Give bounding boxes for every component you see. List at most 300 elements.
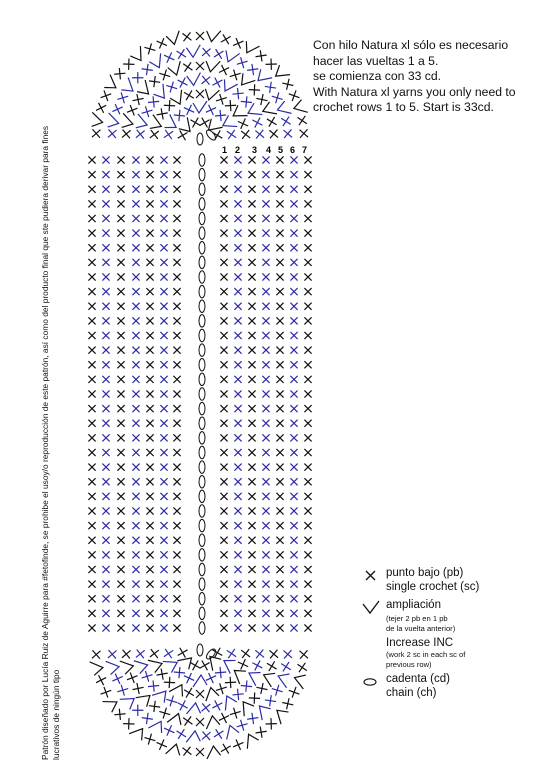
single-crochet-stitch (227, 130, 236, 139)
legend (362, 566, 542, 700)
single-crochet-stitch (234, 405, 241, 412)
single-crochet-stitch (234, 186, 241, 193)
single-crochet-stitch (146, 259, 153, 266)
single-crochet-stitch (127, 672, 138, 683)
single-crochet-stitch (146, 537, 153, 544)
single-crochet-stitch (173, 273, 180, 280)
single-crochet-stitch (282, 698, 293, 709)
chain-stitch (199, 563, 205, 575)
single-crochet-stitch (266, 59, 277, 70)
single-crochet-stitch (220, 566, 227, 573)
note-line: hacer las vueltas 1 a 5. (313, 53, 439, 68)
legend-item-ch (362, 672, 542, 700)
single-crochet-stitch (102, 434, 109, 441)
single-crochet-stitch (160, 610, 167, 617)
single-crochet-stitch (173, 347, 180, 354)
single-crochet-stitch (276, 186, 283, 193)
single-crochet-stitch (220, 186, 227, 193)
chain-stitch (199, 402, 205, 414)
single-crochet-stitch (220, 434, 227, 441)
single-crochet-stitch (262, 390, 269, 397)
single-crochet-stitch (117, 551, 124, 558)
single-crochet-stitch (159, 69, 170, 80)
single-crochet-stitch (230, 708, 241, 719)
single-crochet-stitch (102, 200, 109, 207)
single-crochet-stitch (202, 732, 211, 741)
single-crochet-stitch (304, 581, 311, 588)
single-crochet-stitch (234, 361, 241, 368)
single-crochet-stitch (160, 507, 167, 514)
single-crochet-stitch (304, 434, 311, 441)
single-crochet-stitch (276, 522, 283, 529)
single-crochet-stitch (220, 390, 227, 397)
single-crochet-stitch (234, 376, 241, 383)
increase-stitch (134, 114, 150, 131)
single-crochet-stitch (290, 332, 297, 339)
single-crochet-stitch (157, 108, 168, 119)
chain-stitch (197, 133, 203, 145)
chain-stitch (199, 622, 205, 634)
single-crochet-stitch (276, 390, 283, 397)
single-crochet-stitch (132, 551, 139, 558)
single-crochet-stitch (146, 376, 153, 383)
increase-stitch (222, 49, 239, 65)
single-crochet-stitch (276, 376, 283, 383)
single-crochet-stitch (173, 595, 180, 602)
single-crochet-stitch (282, 79, 293, 90)
single-crochet-stitch (304, 171, 311, 178)
single-crochet-stitch (256, 727, 267, 738)
single-crochet-stitch (212, 700, 222, 710)
chain-stitch (199, 432, 205, 444)
single-crochet-stitch (234, 522, 241, 529)
single-crochet-stitch (102, 464, 109, 471)
single-crochet-stitch (290, 288, 297, 295)
single-crochet-stitch (117, 317, 124, 324)
single-crochet-stitch (234, 551, 241, 558)
single-crochet-stitch (132, 200, 139, 207)
single-crochet-stitch (276, 288, 283, 295)
single-crochet-stitch (88, 434, 95, 441)
single-crochet-stitch (276, 493, 283, 500)
single-crochet-stitch (88, 376, 95, 383)
single-crochet-stitch (127, 105, 138, 116)
single-crochet-stitch (173, 420, 180, 427)
single-crochet-stitch (160, 376, 167, 383)
single-crochet-stitch (132, 610, 139, 617)
single-crochet-stitch (262, 332, 269, 339)
single-crochet-stitch (234, 434, 241, 441)
single-crochet-stitch (160, 186, 167, 193)
single-crochet-stitch (117, 215, 124, 222)
single-crochet-stitch (276, 171, 283, 178)
increase-stitch (292, 99, 308, 116)
single-crochet-stitch (206, 105, 216, 115)
single-crochet-stitch (290, 566, 297, 573)
chain-stitch (199, 198, 205, 210)
increase-stitch (106, 113, 121, 129)
single-crochet-stitch (146, 434, 153, 441)
increase-stitch (230, 666, 248, 684)
single-crochet-stitch (290, 347, 297, 354)
increase-stitch (203, 87, 219, 102)
single-crochet-stitch (160, 259, 167, 266)
single-crochet-stitch (160, 244, 167, 251)
single-crochet-stitch (146, 449, 153, 456)
single-crochet-stitch (146, 624, 153, 631)
single-crochet-stitch (234, 566, 241, 573)
single-crochet-stitch (220, 610, 227, 617)
single-crochet-stitch (173, 581, 180, 588)
single-crochet-stitch (173, 434, 180, 441)
single-crochet-stitch (146, 361, 153, 368)
increase-stitch (120, 658, 135, 675)
single-crochet-stitch (276, 303, 283, 310)
single-crochet-stitch (88, 156, 95, 163)
single-crochet-stitch (234, 610, 241, 617)
single-crochet-stitch (276, 434, 283, 441)
single-crochet-stitch (157, 38, 167, 48)
single-crochet-stitch (173, 303, 180, 310)
single-crochet-stitch (112, 104, 122, 114)
increase-stitch (148, 717, 166, 734)
row-number: 5 (278, 145, 284, 155)
single-crochet-stitch (262, 493, 269, 500)
single-crochet-stitch (117, 449, 124, 456)
copyright-line: Patrón diseñado por Lucía Ruiz de Aguirre para #fetofinde, se prohibe el usoy/o reproducción de este patrón, así como del producto final que ste pudiera derivar para fines (40, 125, 50, 760)
single-crochet-stitch (160, 171, 167, 178)
single-crochet-stitch (234, 420, 241, 427)
single-crochet-stitch (146, 405, 153, 412)
single-crochet-stitch (304, 259, 311, 266)
single-crochet-stitch (102, 566, 109, 573)
single-crochet-stitch (276, 595, 283, 602)
single-crochet-stitch (96, 675, 106, 685)
single-crochet-stitch (173, 361, 180, 368)
chain-stitch (199, 519, 205, 531)
single-crochet-stitch (290, 551, 297, 558)
single-crochet-stitch (132, 537, 139, 544)
single-crochet-stitch (265, 82, 276, 93)
single-crochet-stitch (184, 90, 194, 100)
single-crochet-stitch (290, 171, 297, 178)
single-crochet-stitch (234, 288, 241, 295)
single-crochet-stitch (117, 171, 124, 178)
single-crochet-stitch (290, 376, 297, 383)
single-crochet-stitch (149, 76, 160, 87)
single-crochet-stitch (114, 68, 125, 79)
legend-name: punto bajo (pb) (386, 567, 464, 579)
single-crochet-stitch (262, 171, 269, 178)
single-crochet-stitch (173, 376, 180, 383)
single-crochet-stitch (290, 464, 297, 471)
single-crochet-stitch (262, 347, 269, 354)
single-crochet-stitch (142, 106, 153, 117)
single-crochet-stitch (220, 376, 227, 383)
single-crochet-stitch (117, 273, 124, 280)
single-crochet-stitch (234, 303, 241, 310)
single-crochet-stitch (173, 493, 180, 500)
single-crochet-stitch (290, 522, 297, 529)
single-crochet-stitch (96, 103, 106, 113)
single-crochet-stitch (234, 537, 241, 544)
single-crochet-stitch (173, 478, 180, 485)
increase-stitch (275, 100, 291, 117)
single-crochet-stitch (166, 82, 177, 93)
row-number: 7 (302, 145, 308, 155)
single-crochet-stitch (173, 186, 180, 193)
single-crochet-stitch (248, 420, 255, 427)
single-crochet-stitch (232, 689, 243, 700)
single-crochet-stitch (276, 566, 283, 573)
single-crochet-stitch (132, 522, 139, 529)
legend-name-en: single crochet (sc) (386, 581, 480, 593)
single-crochet-stitch (262, 405, 269, 412)
single-crochet-stitch (220, 259, 227, 266)
single-crochet-stitch (234, 332, 241, 339)
single-crochet-stitch (160, 449, 167, 456)
single-crochet-stitch (220, 507, 227, 514)
chain-stitch (199, 359, 205, 371)
single-crochet-stitch (200, 118, 210, 128)
single-crochet-stitch (102, 595, 109, 602)
single-crochet-stitch (101, 90, 112, 101)
single-crochet-stitch (276, 273, 283, 280)
single-crochet-stitch (262, 273, 269, 280)
single-crochet-stitch (182, 32, 191, 41)
single-crochet-stitch (92, 650, 100, 658)
single-crochet-stitch (248, 478, 255, 485)
single-crochet-stitch (234, 273, 241, 280)
single-crochet-stitch (177, 729, 187, 739)
single-crochet-stitch (276, 420, 283, 427)
single-crochet-stitch (102, 610, 109, 617)
single-crochet-stitch (132, 624, 139, 631)
single-crochet-stitch (304, 332, 311, 339)
single-crochet-stitch (117, 405, 124, 412)
single-crochet-stitch (160, 478, 167, 485)
single-crochet-stitch (290, 537, 297, 544)
single-crochet-stitch (88, 624, 95, 631)
single-crochet-stitch (132, 493, 139, 500)
single-crochet-stitch (248, 405, 255, 412)
single-crochet-stitch (146, 420, 153, 427)
single-crochet-stitch (160, 156, 167, 163)
single-crochet-stitch (290, 610, 297, 617)
single-crochet-stitch (234, 215, 241, 222)
single-crochet-stitch (88, 230, 95, 237)
single-crochet-stitch (248, 434, 255, 441)
single-crochet-stitch (88, 200, 95, 207)
single-crochet-stitch (221, 744, 231, 754)
single-crochet-stitch (102, 171, 109, 178)
single-crochet-stitch (160, 624, 167, 631)
single-crochet-stitch (248, 171, 255, 178)
single-crochet-stitch (132, 405, 139, 412)
single-crochet-stitch (225, 677, 236, 688)
increase-stitch (205, 29, 220, 43)
chain-stitch (199, 461, 205, 473)
chain-stitch (199, 417, 205, 429)
increase-stitch (275, 670, 291, 687)
single-crochet-stitch (262, 522, 269, 529)
single-crochet-stitch (227, 649, 236, 658)
single-crochet-stitch (88, 361, 95, 368)
single-crochet-stitch (248, 610, 255, 617)
single-crochet-stitch (248, 449, 255, 456)
single-crochet-stitch (132, 478, 139, 485)
single-crochet-stitch (88, 186, 95, 193)
single-crochet-stitch (160, 273, 167, 280)
single-crochet-stitch (276, 259, 283, 266)
row-number: 4 (266, 145, 272, 155)
single-crochet-stitch (88, 215, 95, 222)
single-crochet-stitch (219, 713, 229, 723)
single-crochet-stitch (262, 464, 269, 471)
single-crochet-stitch (117, 507, 124, 514)
single-crochet-stitch (248, 581, 255, 588)
single-crochet-stitch (290, 156, 297, 163)
single-crochet-stitch (233, 38, 243, 48)
increase-stitch (120, 77, 138, 95)
single-crochet-stitch (248, 303, 255, 310)
single-crochet-stitch (102, 581, 109, 588)
single-crochet-stitch (132, 420, 139, 427)
single-crochet-stitch (255, 130, 264, 139)
single-crochet-stitch (132, 581, 139, 588)
single-crochet-stitch (230, 69, 241, 80)
single-crochet-stitch (276, 215, 283, 222)
chain-stitch (199, 490, 205, 502)
single-crochet-stitch (132, 464, 139, 471)
single-crochet-stitch (220, 493, 227, 500)
single-crochet-stitch (290, 595, 297, 602)
single-crochet-stitch (234, 581, 241, 588)
increase-stitch (120, 692, 138, 710)
single-crochet-stitch (132, 361, 139, 368)
single-crochet-stitch (173, 200, 180, 207)
single-crochet-stitch (160, 200, 167, 207)
single-crochet-stitch (160, 303, 167, 310)
single-crochet-stitch (248, 332, 255, 339)
increase-stitch (136, 80, 154, 98)
single-crochet-stitch (249, 84, 260, 95)
increase-stitch (260, 101, 277, 119)
single-crochet-stitch (173, 230, 180, 237)
single-crochet-stitch (146, 478, 153, 485)
single-crochet-stitch (234, 507, 241, 514)
single-crochet-stitch (117, 566, 124, 573)
chain-stitch (199, 300, 205, 312)
single-crochet-stitch (248, 200, 255, 207)
single-crochet-stitch (290, 478, 297, 485)
single-crochet-stitch (256, 50, 267, 61)
chain-stitch (199, 476, 205, 488)
single-crochet-stitch (214, 49, 224, 59)
single-crochet-stitch (262, 186, 269, 193)
single-crochet-stitch (132, 156, 139, 163)
single-crochet-stitch (173, 566, 180, 573)
single-crochet-stitch (122, 130, 131, 139)
single-crochet-stitch (220, 551, 227, 558)
single-crochet-stitch (132, 449, 139, 456)
single-crochet-stitch (281, 662, 291, 672)
copyright-notice (40, 40, 61, 760)
chain-stitch (199, 285, 205, 297)
single-crochet-stitch (88, 551, 95, 558)
single-crochet-stitch (202, 703, 211, 712)
single-crochet-stitch (276, 624, 283, 631)
single-crochet-stitch (220, 156, 227, 163)
single-crochet-stitch (234, 259, 241, 266)
single-crochet-stitch (304, 347, 311, 354)
single-crochet-stitch (132, 705, 143, 716)
single-crochet-stitch (183, 62, 192, 71)
single-crochet-stitch (234, 171, 241, 178)
single-crochet-stitch (272, 685, 283, 696)
single-crochet-stitch (132, 171, 139, 178)
single-crochet-stitch (132, 434, 139, 441)
single-crochet-stitch (262, 624, 269, 631)
single-crochet-stitch (117, 361, 124, 368)
single-crochet-stitch (174, 110, 185, 121)
single-crochet-stitch (220, 171, 227, 178)
single-crochet-stitch (304, 317, 311, 324)
single-crochet-stitch (164, 52, 174, 62)
increase-stitch (106, 659, 121, 675)
single-crochet-stitch (276, 581, 283, 588)
single-crochet-stitch (248, 259, 255, 266)
chain-stitch (199, 315, 205, 327)
single-crochet-stitch (290, 200, 297, 207)
single-crochet-stitch (304, 273, 311, 280)
single-crochet-stitch (146, 200, 153, 207)
row-number: 1 (222, 145, 228, 155)
single-crochet-stitch (262, 507, 269, 514)
single-crochet-stitch (276, 230, 283, 237)
single-crochet-stitch (102, 215, 109, 222)
single-crochet-stitch (248, 288, 255, 295)
single-crochet-stitch (248, 624, 255, 631)
single-crochet-stitch (220, 317, 227, 324)
single-crochet-stitch (220, 200, 227, 207)
single-crochet-stitch (206, 673, 216, 683)
single-crochet-stitch (164, 649, 173, 658)
single-crochet-stitch (146, 332, 153, 339)
single-crochet-stitch (132, 230, 139, 237)
single-crochet-stitch (146, 273, 153, 280)
single-crochet-stitch (267, 117, 277, 127)
single-crochet-stitch (146, 507, 153, 514)
single-crochet-stitch (304, 551, 311, 558)
single-crochet-stitch (136, 130, 145, 139)
single-crochet-stitch (215, 667, 226, 678)
single-crochet-stitch (102, 537, 109, 544)
increase-stitch (166, 742, 183, 757)
single-crochet-stitch (304, 478, 311, 485)
single-crochet-stitch (219, 65, 229, 75)
single-crochet-stitch (262, 200, 269, 207)
single-crochet-stitch (216, 683, 227, 694)
single-crochet-stitch (173, 390, 180, 397)
single-crochet-stitch (220, 420, 227, 427)
single-crochet-stitch (117, 610, 124, 617)
single-crochet-stitch (146, 171, 153, 178)
single-crochet-stitch (164, 725, 174, 735)
single-crochet-stitch (265, 695, 276, 706)
single-crochet-stitch (112, 674, 122, 684)
chain-stitch (199, 242, 205, 254)
